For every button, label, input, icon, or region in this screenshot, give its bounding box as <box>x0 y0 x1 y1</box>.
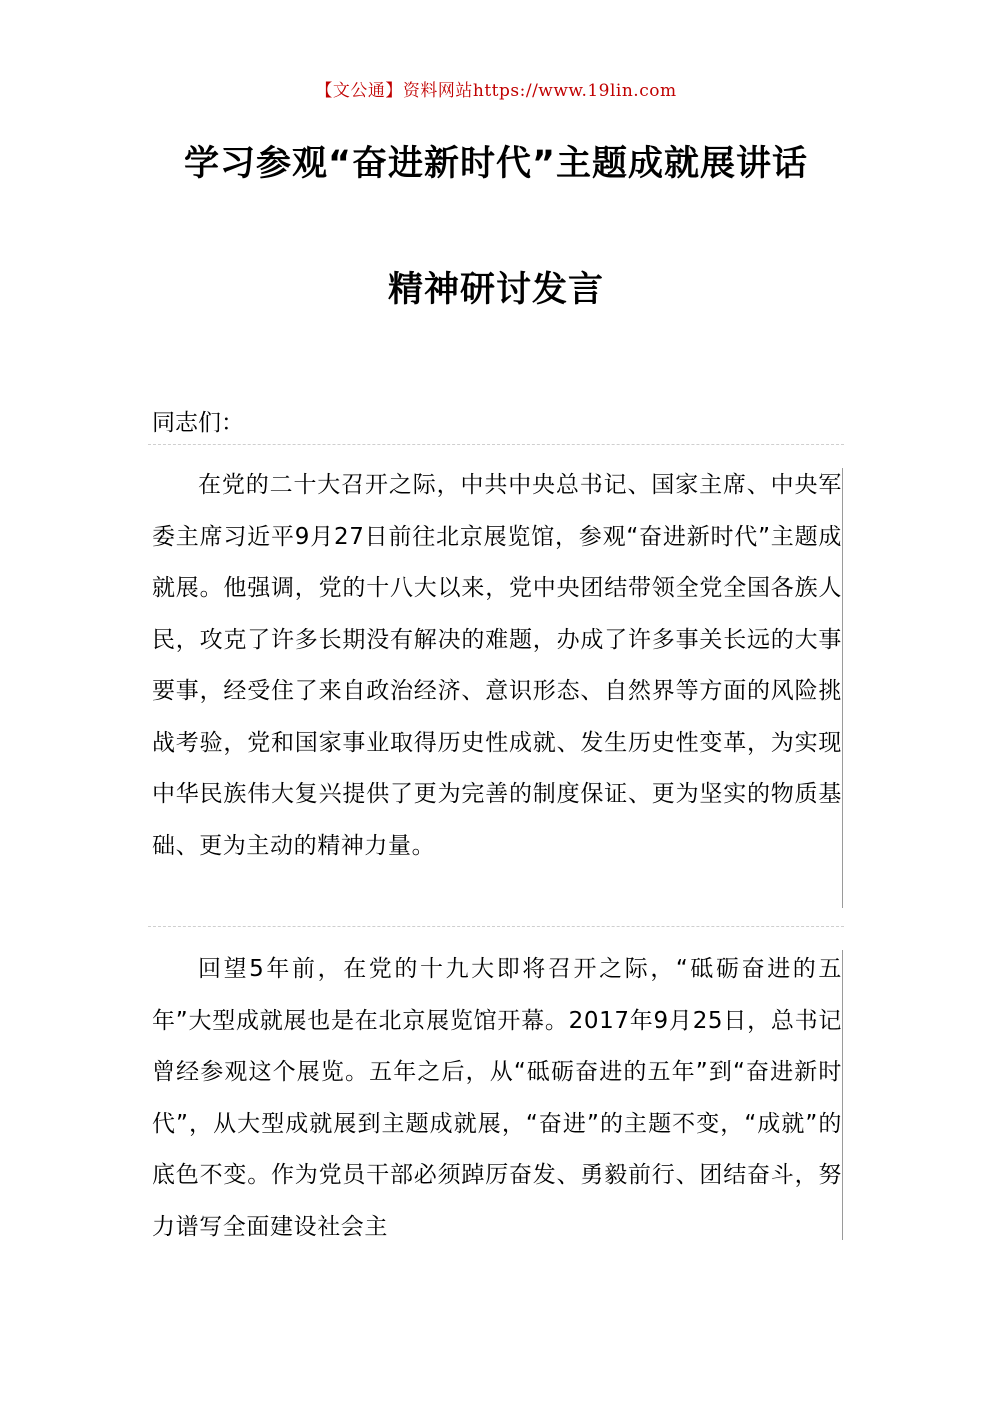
paragraph-divider <box>148 926 844 927</box>
body-paragraph-2: 回望5年前，在党的十九大即将召开之际，“砥砺奋进的五年”大型成就展也是在北京展览馆开幕。2017年9月25日，总书记曾经参观这个展览。五年之后，从“砥砺奋进的五年”到“奋进新时代”，从大型成就展到主题成就展，“奋进”的主题不变，“成就”的底色不变。作为党员干部必须踔厉奋发、勇毅前行、团结奋斗，努力谱写全面建设社会主 <box>152 956 842 1240</box>
document-title-line-2: 精神研讨发言 <box>387 270 604 310</box>
right-margin-rule <box>842 468 843 908</box>
paragraph-divider <box>148 444 844 445</box>
right-margin-rule <box>842 950 843 1240</box>
body-paragraph-1: 在党的二十大召开之际，中共中央总书记、国家主席、中央军委主席习近平9月27日前往北京展览馆，参观“奋进新时代”主题成就展。他强调，党的十八大以来，党中央团结带领全党全国各族人民，攻克了许多长期没有解决的难题，办成了许多事关长远的大事要事，经受住了来自政治经济、意识形态、自然界等方面的风险挑战考验，党和国家事业取得历史性成就、发生历史性变革，为实现中华民族伟大复兴提供了更为完善的制度保证、更为坚实的物质基础、更为主动的精神力量。 <box>152 472 842 859</box>
source-website-header[interactable]: 【文公通】资料网站https://www.19lin.com <box>315 81 677 101</box>
document-title-line-1: 学习参观“奋进新时代”主题成就展讲话 <box>183 144 808 184</box>
salutation: 同志们： <box>152 410 244 436</box>
